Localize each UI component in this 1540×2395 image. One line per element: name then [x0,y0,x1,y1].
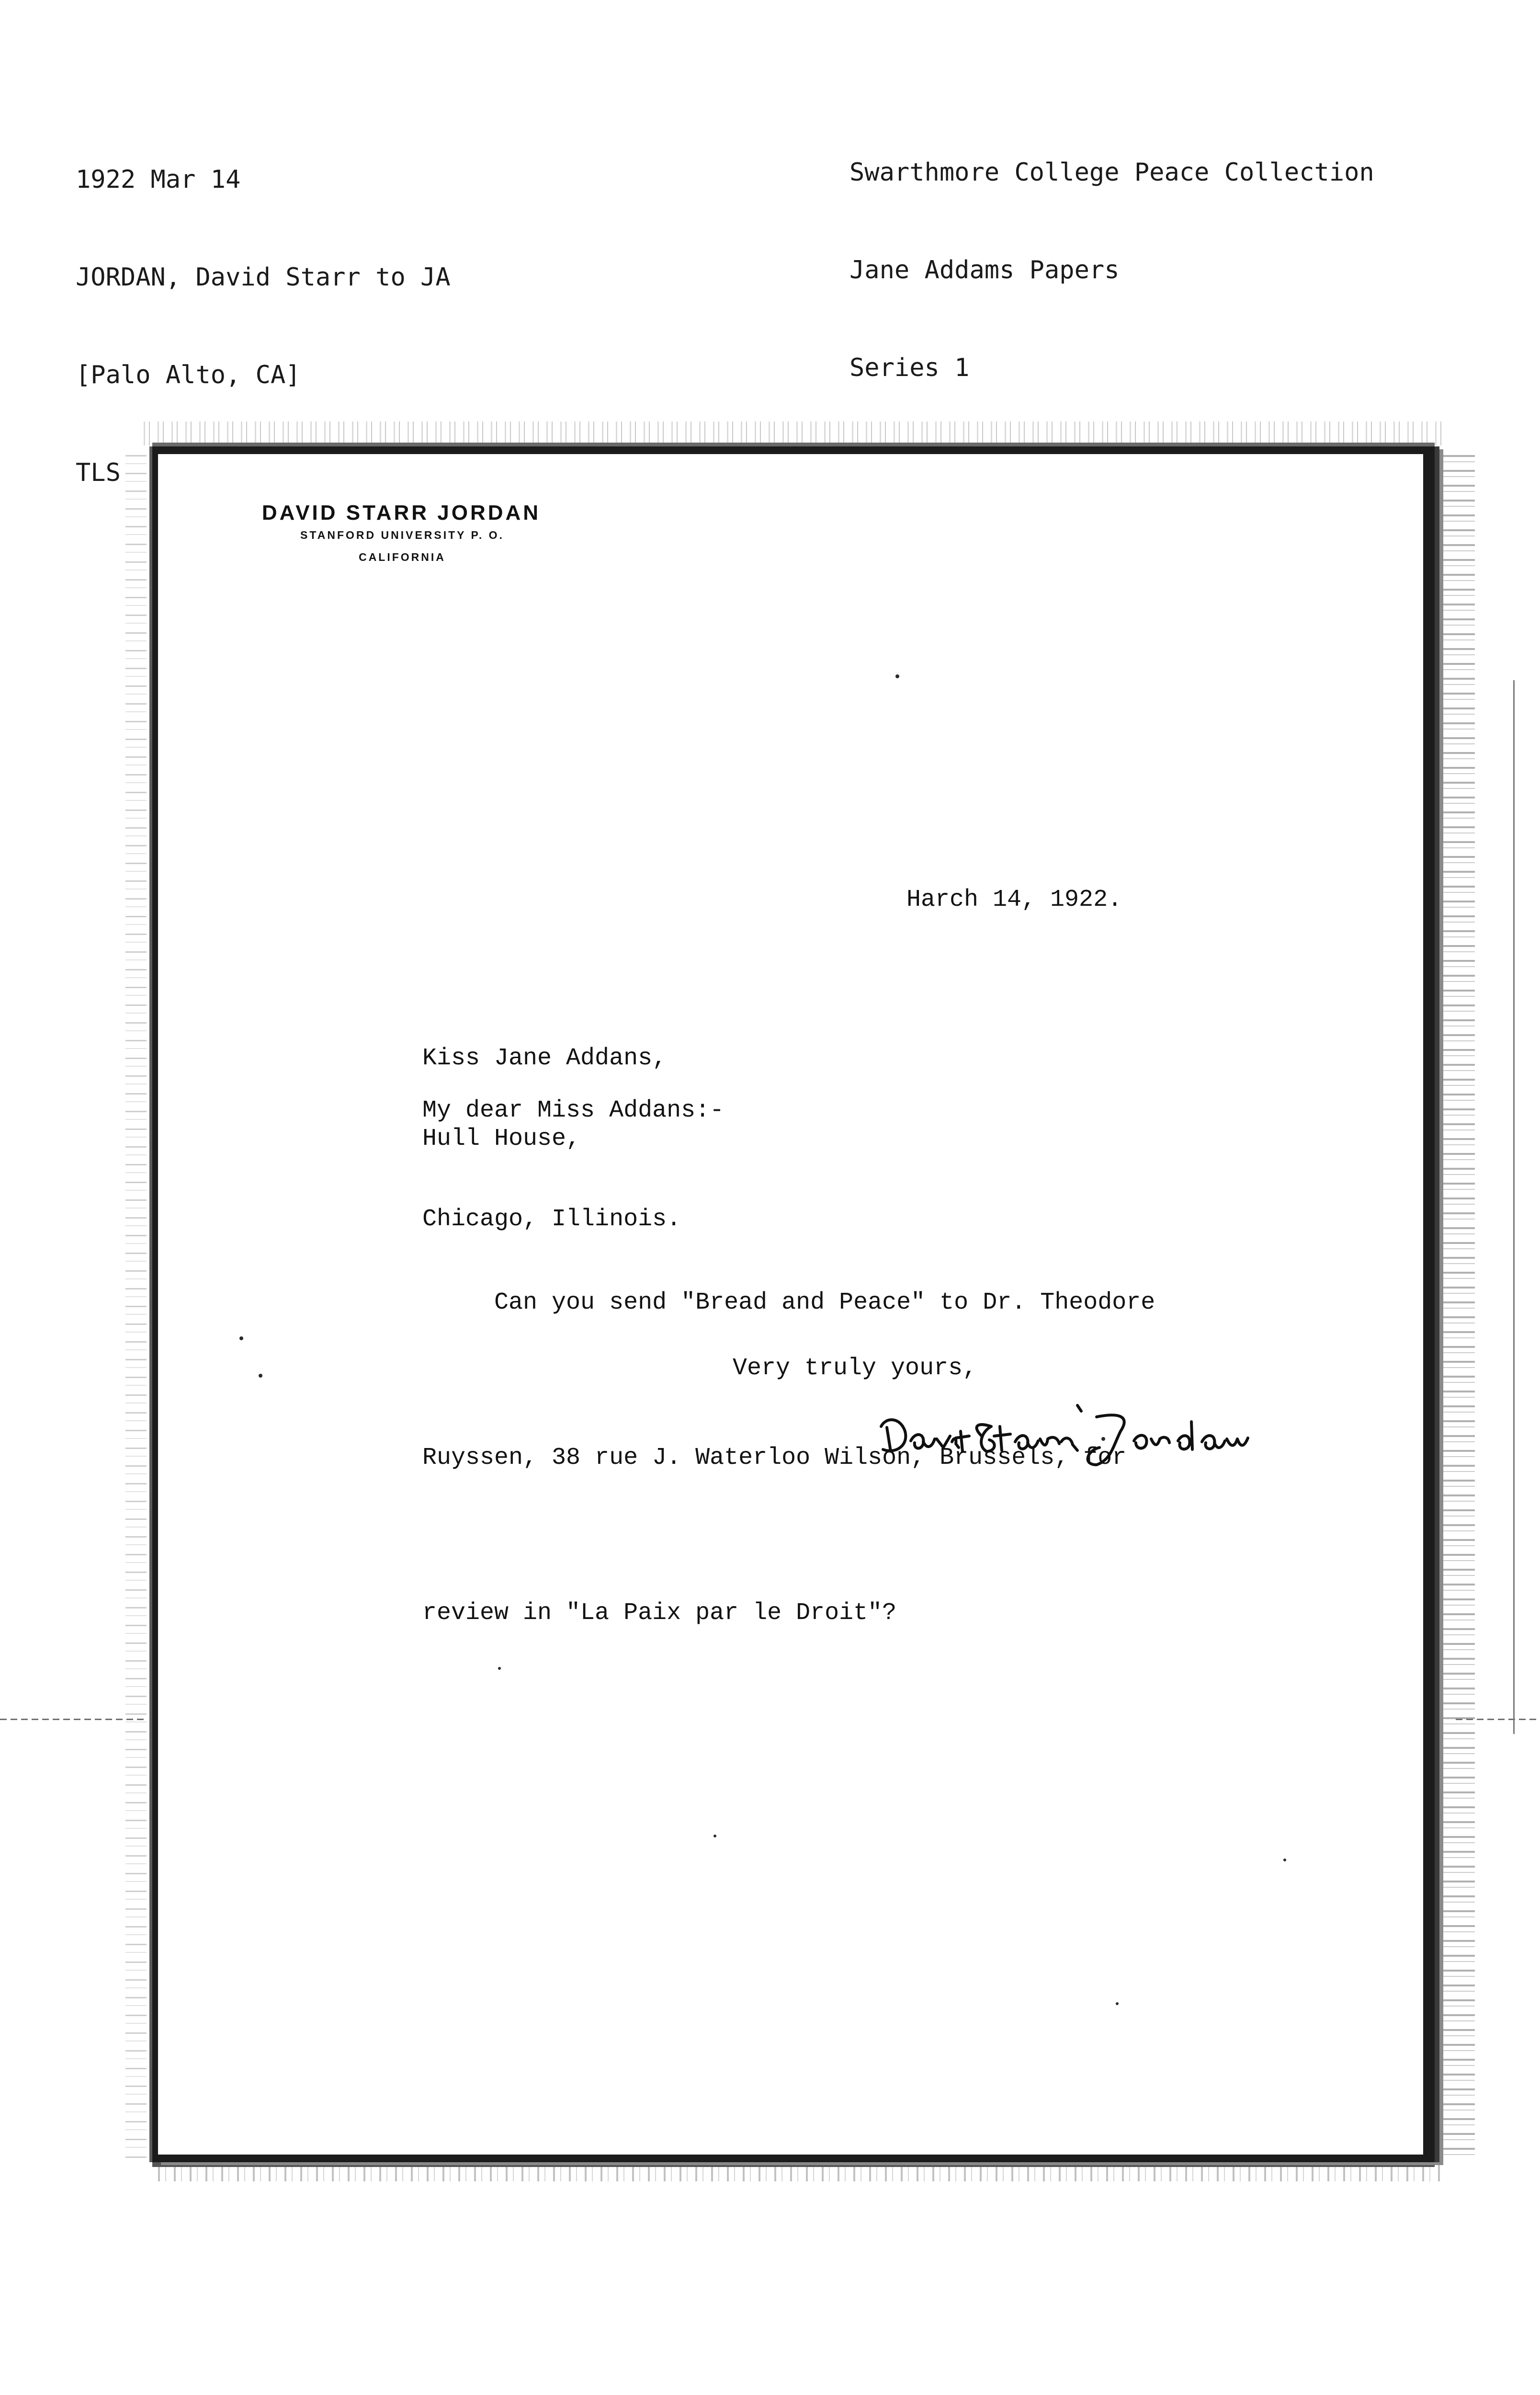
paper-speck [1283,1859,1286,1861]
body-line: Can you send "Bread and Peace" to Dr. Theodore [422,1289,1155,1316]
scan-edge-vertical [1513,680,1515,1734]
handwritten-signature [872,1398,1255,1470]
letterhead-address: STANFORD UNIVERSITY P. O. [300,529,504,541]
letterhead-name: DAVID STARR JORDAN [261,501,541,525]
salutation: My dear Miss Addans:- [422,1097,725,1124]
paper-speck [259,1374,262,1378]
body-line: review in "La Paix par le Droit"? [422,1599,897,1627]
scan-seam-left [0,1719,144,1720]
paper-speck [713,1835,716,1837]
recipient-name: Kiss Jane Addans, [422,1045,667,1072]
series-label: Series 1 [849,354,970,382]
paper-speck [239,1336,243,1340]
recipient-street: Hull House, [422,1125,581,1152]
recipient-city: Chicago, Illinois. [422,1206,681,1233]
catalog-date: 1922 Mar 14 [76,165,241,194]
body-line: Ruyssen, 38 rue J. Waterloo Wilson, Brussels, for [422,1444,1127,1471]
paper-speck [1116,2002,1119,2005]
scan-seam-right [1456,1719,1540,1720]
papers-name: Jane Addams Papers [849,256,1120,285]
catalog-metadata-right [849,91,1374,417]
photocopy-edge-left [125,455,147,2160]
letterhead-state: CALIFORNIA [359,551,446,563]
photocopy-edge-top [144,422,1446,445]
catalog-document-type: TLS [76,458,121,487]
photocopy-edge-bottom [158,2164,1441,2181]
catalog-place: [Palo Alto, CA] [76,361,301,389]
collection-name: Swarthmore College Peace Collection [849,158,1374,187]
catalog-correspondents: JORDAN, David Starr to JA [76,263,451,292]
photocopy-edge-right [1441,455,1475,2160]
letter-date: Harch 14, 1922. [906,886,1122,913]
complimentary-close: Very truly yours, [733,1355,977,1382]
paper-speck [895,674,899,678]
